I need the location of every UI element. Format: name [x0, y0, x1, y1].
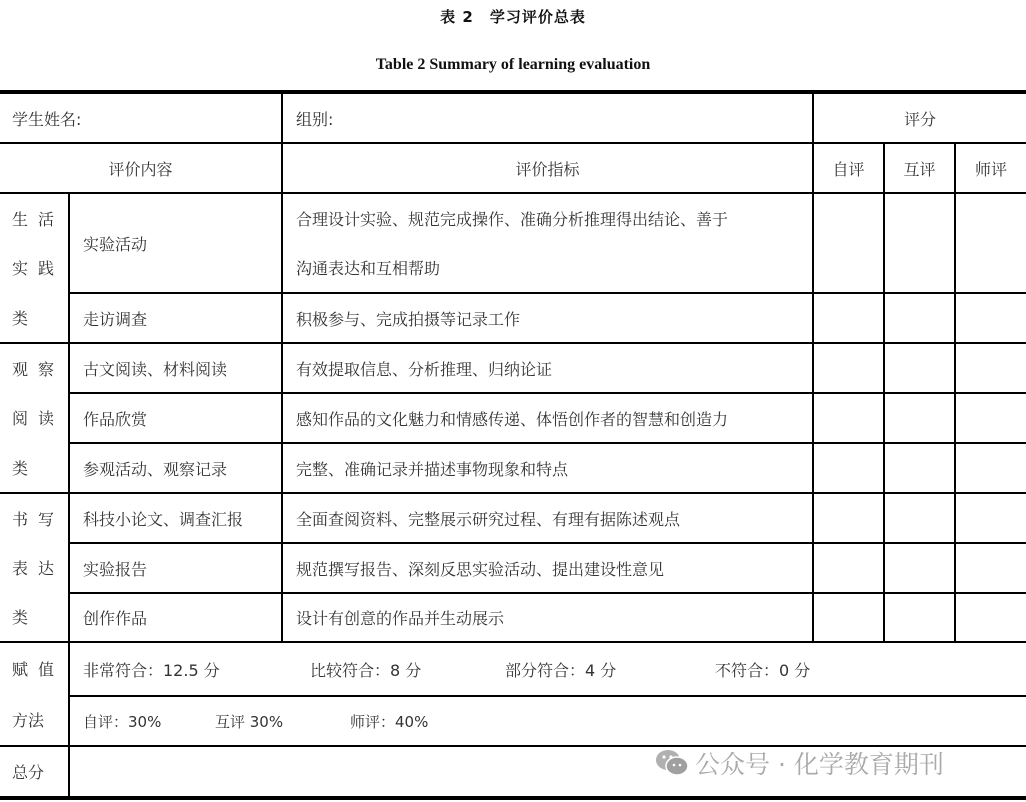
content-column-header — [0, 144, 281, 192]
indicator-text: 完整、准确记录并描述事物现象和特点 — [296, 459, 569, 479]
score-scale-item: 部分符合：4 分 — [505, 660, 617, 680]
weight-item: 互评 30% — [215, 712, 284, 731]
content-text: 古文阅读、材料阅读 — [83, 359, 228, 379]
weight-item: 自评：30% — [83, 712, 162, 731]
self-eval-label: 自评 — [832, 159, 865, 179]
indicator-text: 积极参与、完成拍摄等记录工作 — [296, 309, 521, 329]
method-label — [0, 643, 68, 745]
indicator-text: 有效提取信息、分析推理、归纳论证 — [296, 359, 553, 379]
score-header-label: 评分 — [903, 109, 936, 129]
method-label-line: 赋值 — [12, 660, 65, 679]
total-label-text: 总分 — [12, 763, 45, 782]
content-column-label: 评价内容 — [108, 159, 173, 179]
content-cell — [70, 344, 281, 392]
indicator-text: 设计有创意的作品并生动展示 — [296, 609, 505, 628]
content-cell — [70, 194, 281, 292]
category-line: 实践 — [12, 259, 65, 279]
content-cell — [70, 444, 281, 492]
student-name-label: 学生姓名: — [12, 109, 82, 129]
indicator-cell — [283, 394, 812, 442]
bottom-border — [0, 796, 1026, 800]
content-text: 实验报告 — [83, 559, 148, 579]
student-name-field[interactable] — [0, 94, 281, 142]
weight-row — [70, 697, 1026, 745]
col-divider — [954, 142, 956, 643]
score-scale-item: 比较符合：8 分 — [310, 660, 422, 680]
table-title-en: Table 2 Summary of learning evaluation — [375, 56, 651, 73]
indicator-cell — [283, 194, 812, 292]
peer-eval-label: 互评 — [903, 159, 936, 179]
category-line: 类 — [12, 458, 39, 478]
teacher-eval-label: 师评 — [974, 159, 1007, 179]
watermark — [655, 745, 944, 781]
indicator-cell — [283, 344, 812, 392]
content-cell — [70, 594, 281, 641]
table-title-cn: 表 2 学习评价总表 — [440, 8, 586, 26]
content-cell — [70, 394, 281, 442]
category-line: 类 — [12, 308, 39, 328]
indicator-cell — [283, 544, 812, 592]
col-divider — [883, 142, 885, 643]
content-text: 参观活动、观察记录 — [83, 459, 228, 479]
content-text: 实验活动 — [83, 234, 148, 254]
group-field[interactable] — [283, 94, 812, 142]
content-text: 科技小论文、调查汇报 — [83, 509, 244, 529]
content-text: 走访调查 — [83, 309, 148, 329]
category-line: 类 — [12, 608, 39, 627]
indicator-cell — [283, 594, 812, 641]
indicator-column-label: 评价指标 — [515, 159, 580, 179]
indicator-text: 沟通表达和互相帮助 — [296, 259, 441, 278]
category-line: 表达 — [12, 559, 65, 578]
content-cell — [70, 294, 281, 342]
category-line: 阅读 — [12, 409, 65, 429]
score-header — [814, 94, 1026, 142]
content-cell — [70, 494, 281, 542]
content-text: 创作作品 — [83, 609, 148, 628]
category-line: 观察 — [12, 360, 65, 380]
indicator-text: 感知作品的文化魅力和情感传递、体悟创作者的智慧和创造力 — [296, 409, 729, 429]
indicator-text: 合理设计实验、规范完成操作、准确分析推理得出结论、善于 — [296, 210, 729, 229]
category-line: 生活 — [12, 210, 65, 230]
teacher-eval-header — [956, 144, 1026, 192]
category-label-life-practice — [0, 194, 68, 342]
indicator-text: 规范撰写报告、深刻反思实验活动、提出建设性意见 — [296, 559, 665, 579]
indicator-cell — [283, 444, 812, 492]
peer-eval-header — [885, 144, 954, 192]
content-cell — [70, 544, 281, 592]
content-text: 作品欣赏 — [83, 409, 148, 429]
method-label-line: 方法 — [12, 711, 45, 730]
category-label-writing-expression — [0, 494, 68, 641]
score-scale-item: 不符合：0 分 — [715, 660, 811, 680]
score-scale-row — [70, 643, 1026, 695]
indicator-column-header — [283, 144, 812, 192]
category-line: 书写 — [12, 510, 65, 529]
total-label — [0, 747, 68, 796]
weight-item: 师评：40% — [350, 712, 429, 731]
wechat-icon — [655, 749, 689, 777]
group-label: 组别: — [296, 109, 334, 129]
indicator-cell — [283, 494, 812, 542]
indicator-cell — [283, 294, 812, 342]
indicator-text: 全面查阅资料、完整展示研究过程、有理有据陈述观点 — [296, 509, 681, 529]
score-scale-item: 非常符合：12.5 分 — [83, 660, 220, 680]
self-eval-header — [814, 144, 883, 192]
watermark-text: 公众号 · 化学教育期刊 — [695, 750, 944, 779]
category-label-observe-read — [0, 344, 68, 492]
